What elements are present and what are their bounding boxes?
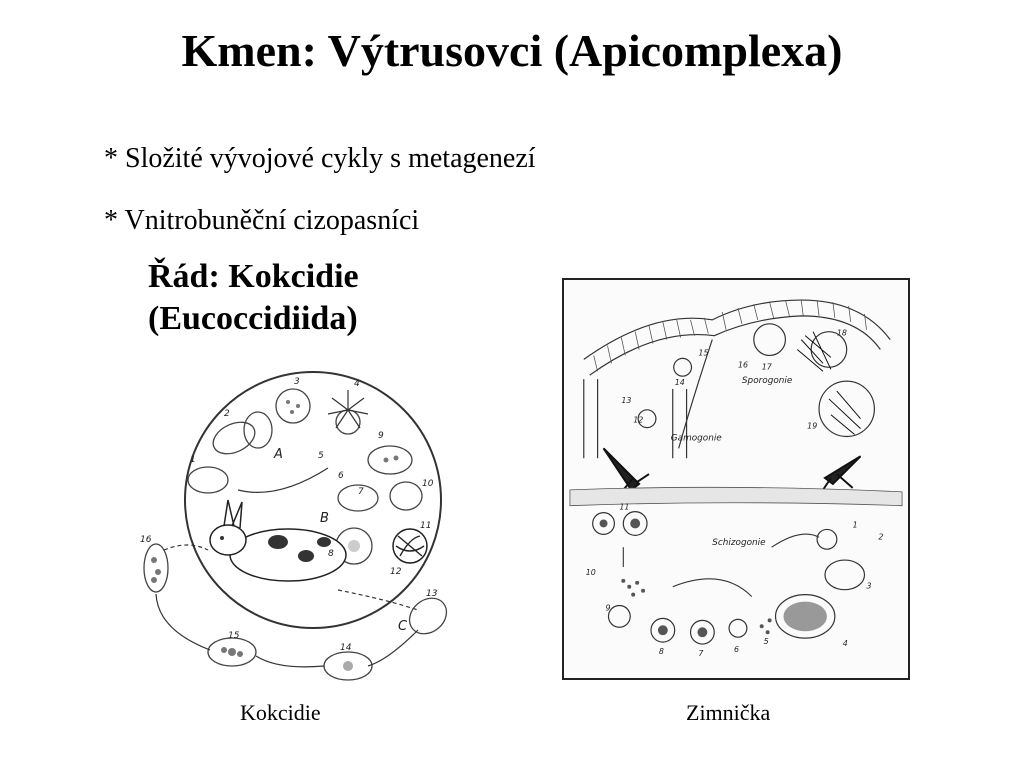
stage-number: 12 xyxy=(633,415,644,425)
stage-label: 6 xyxy=(338,471,344,481)
phase-label: B xyxy=(320,511,329,526)
stage-number: 13 xyxy=(621,395,632,405)
stage-number: 11 xyxy=(619,502,630,512)
stage-label: 8 xyxy=(328,549,334,559)
figure-caption-zimnicka: Zimnička xyxy=(686,700,771,725)
stage-label: 14 xyxy=(340,643,352,653)
stage-number: 7 xyxy=(698,648,704,658)
stage-label: 5 xyxy=(318,451,324,461)
coccidia-lifecycle-drawing xyxy=(128,360,464,688)
phase-label: C xyxy=(398,619,408,634)
stage-number: 1 xyxy=(852,520,858,530)
stage-number: 8 xyxy=(658,646,664,656)
slide-title: Kmen: Výtrusovci (Apicomplexa) xyxy=(181,25,843,76)
malaria-lifecycle-drawing xyxy=(564,280,908,678)
stage-number: 4 xyxy=(842,639,848,649)
stage-number: 17 xyxy=(761,362,772,372)
stage-label: 3 xyxy=(294,377,300,387)
bullet-item: * Vnitrobuněční cizopasníci xyxy=(104,205,420,236)
stage-label: 11 xyxy=(420,521,432,531)
bullet-list xyxy=(104,128,536,252)
stage-number: 10 xyxy=(585,567,596,577)
coccidia-stage-labels xyxy=(140,377,438,653)
coccidia-lifecycle-figure xyxy=(128,360,464,688)
malaria-lifecycle-figure xyxy=(562,278,910,680)
order-heading xyxy=(148,256,359,340)
sporogonie-label: Sporogonie xyxy=(741,376,793,387)
stage-label: 1 xyxy=(190,455,196,465)
stage-label: 16 xyxy=(140,535,152,545)
stage-number: 3 xyxy=(866,581,872,591)
stage-number: 16 xyxy=(737,360,749,370)
stage-label: 4 xyxy=(354,379,360,389)
stage-number: 15 xyxy=(698,348,709,358)
stage-number: 5 xyxy=(763,637,769,647)
stage-number: 19 xyxy=(807,421,818,431)
figure-caption-kokcidie: Kokcidie xyxy=(240,700,321,725)
phase-label: A xyxy=(274,447,283,462)
stage-number: 2 xyxy=(878,532,884,542)
stage-label: 13 xyxy=(426,589,438,599)
gamogonie-label: Gamogonie xyxy=(670,433,722,444)
order-name: Řád: Kokcidie xyxy=(148,258,359,295)
stage-label: 9 xyxy=(378,431,384,441)
stage-label: 7 xyxy=(358,487,364,497)
stage-label: 10 xyxy=(422,479,434,489)
order-latin-name: (Eucoccidiida) xyxy=(148,300,358,337)
stage-label: 12 xyxy=(390,567,402,577)
stage-number: 9 xyxy=(605,603,611,613)
schizogonie-label: Schizogonie xyxy=(712,538,766,549)
stage-number: 14 xyxy=(674,378,685,388)
stage-number: 6 xyxy=(734,644,740,654)
bullet-item: * Složité vývojové cykly s metagenezí xyxy=(104,143,536,174)
stage-number: 18 xyxy=(836,328,847,338)
stage-label: 15 xyxy=(228,631,240,641)
stage-label: 2 xyxy=(224,409,230,419)
